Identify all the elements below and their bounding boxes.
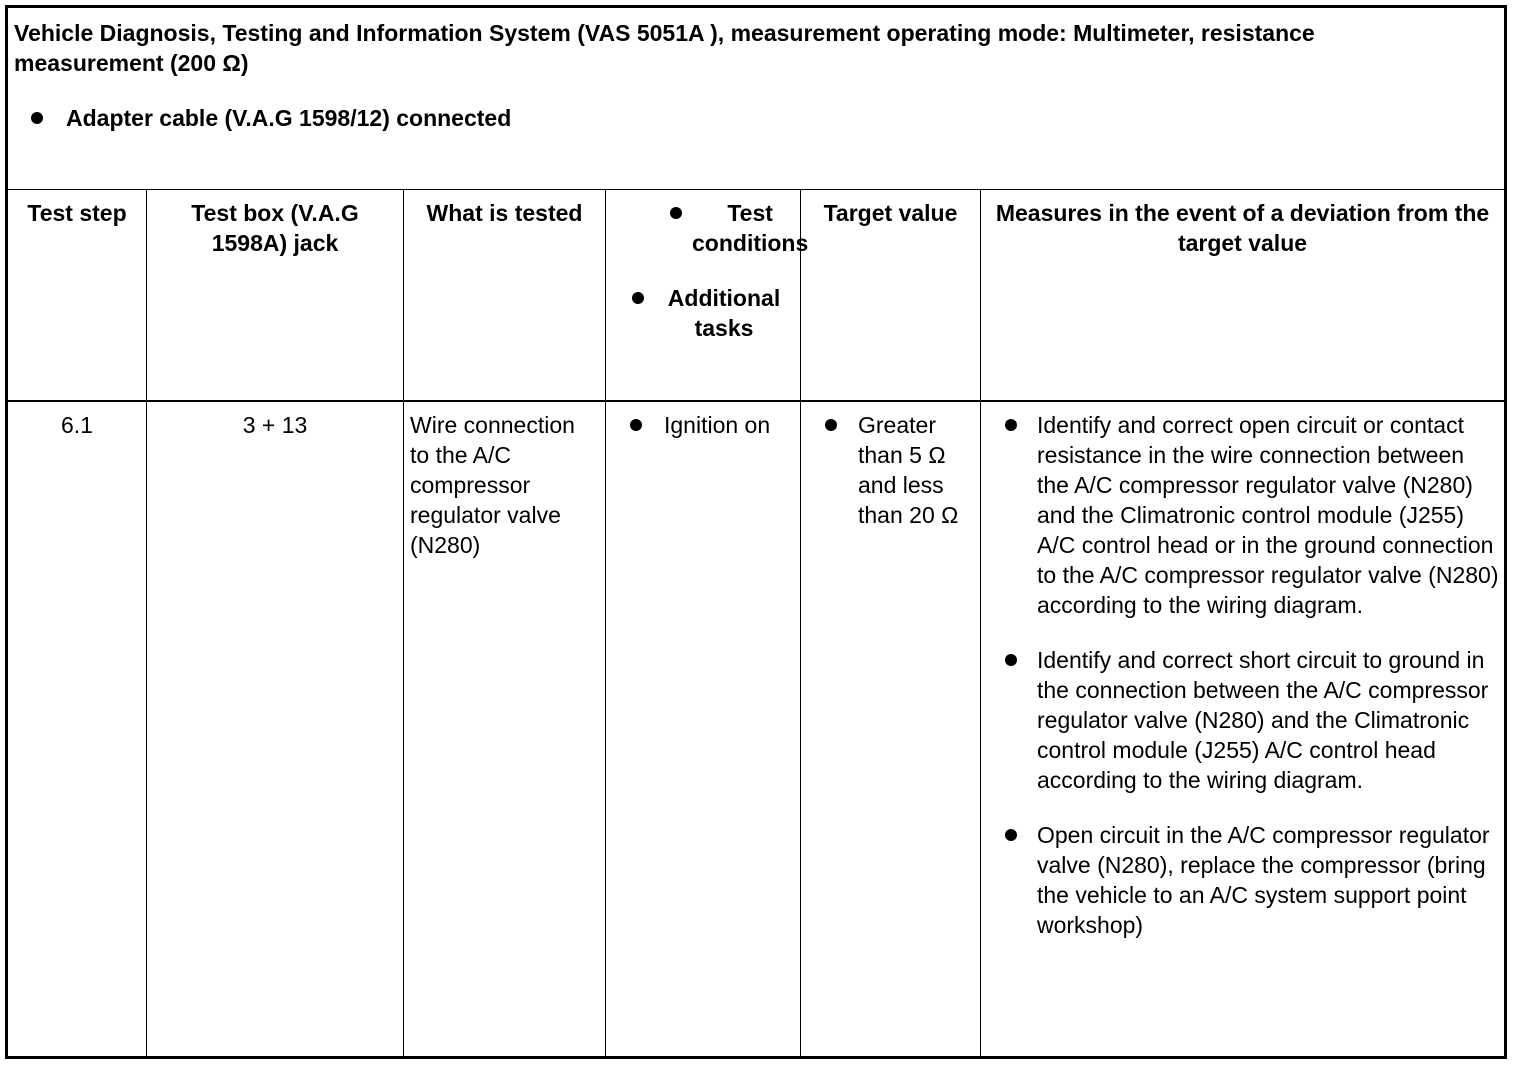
measure-text: Identify and correct open circuit or contact resistance in the wire connection between the A/C compressor regulator valve (N280) and the Climatronic control module (J255) A/C control head or in the ground connection to the A/C compressor regulator valve (N280) according to the wiring diagram. bbox=[1037, 412, 1499, 618]
document-header bbox=[8, 8, 1504, 190]
condition-item bbox=[630, 410, 800, 440]
bullet-icon bbox=[632, 292, 644, 304]
column-header-test-box: Test box (V.A.G 1598A) jack bbox=[191, 200, 359, 256]
cell-target bbox=[801, 410, 980, 530]
condition-header-item bbox=[606, 283, 800, 343]
cell-condition bbox=[606, 410, 800, 440]
condition-header-text: Test conditions bbox=[692, 200, 809, 256]
column-header-target: Target value bbox=[823, 200, 958, 226]
cell-what-tested: Wire connection to the A/C compressor regulator valve (N280) bbox=[410, 412, 575, 558]
measure-item bbox=[1005, 820, 1502, 940]
condition-text: Ignition on bbox=[664, 412, 771, 438]
cell-jack: 3 + 13 bbox=[242, 412, 308, 438]
prerequisite-item bbox=[31, 103, 1498, 133]
target-item bbox=[825, 410, 976, 530]
cell-test-step: 6.1 bbox=[61, 412, 93, 438]
bullet-icon bbox=[630, 419, 642, 431]
condition-header-text: Additional tasks bbox=[667, 285, 781, 341]
column-divider bbox=[800, 190, 801, 1056]
column-header-measures: Measures in the event of a deviation from the target value bbox=[995, 200, 1490, 256]
bullet-icon bbox=[31, 112, 43, 124]
bullet-icon bbox=[670, 207, 682, 219]
target-text: Greater than 5 Ω and less than 20 Ω bbox=[858, 412, 959, 528]
column-header-what-tested: What is tested bbox=[426, 200, 583, 226]
measure-text: Open circuit in the A/C compressor regulator valve (N280), replace the compressor (bring the vehicle to an A/C system support point workshop) bbox=[1037, 822, 1490, 938]
column-header-conditions bbox=[606, 198, 809, 343]
bullet-icon bbox=[1005, 829, 1017, 841]
prerequisite-text: Adapter cable (V.A.G 1598/12) connected bbox=[66, 105, 512, 131]
measure-item bbox=[1005, 410, 1502, 620]
page-title: Vehicle Diagnosis, Testing and Information System (VAS 5051A ), measurement operating mode: Multimeter, resistance measurement (200 Ω) bbox=[14, 20, 1315, 76]
row-divider bbox=[8, 400, 1504, 402]
column-divider bbox=[146, 190, 147, 1056]
bullet-icon bbox=[1005, 419, 1017, 431]
measure-text: Identify and correct short circuit to ground in the connection between the A/C compressor regulator valve (N280) and the Climatronic control module (J255) A/C control head according to the wiring diagram. bbox=[1037, 647, 1489, 793]
bullet-icon bbox=[825, 419, 837, 431]
bullet-icon bbox=[1005, 654, 1017, 666]
condition-header-item bbox=[606, 198, 809, 258]
measure-item bbox=[1005, 645, 1502, 795]
cell-measures bbox=[981, 410, 1504, 965]
document-frame bbox=[5, 5, 1507, 1059]
column-divider bbox=[403, 190, 404, 1056]
column-header-test-step: Test step bbox=[27, 200, 127, 226]
